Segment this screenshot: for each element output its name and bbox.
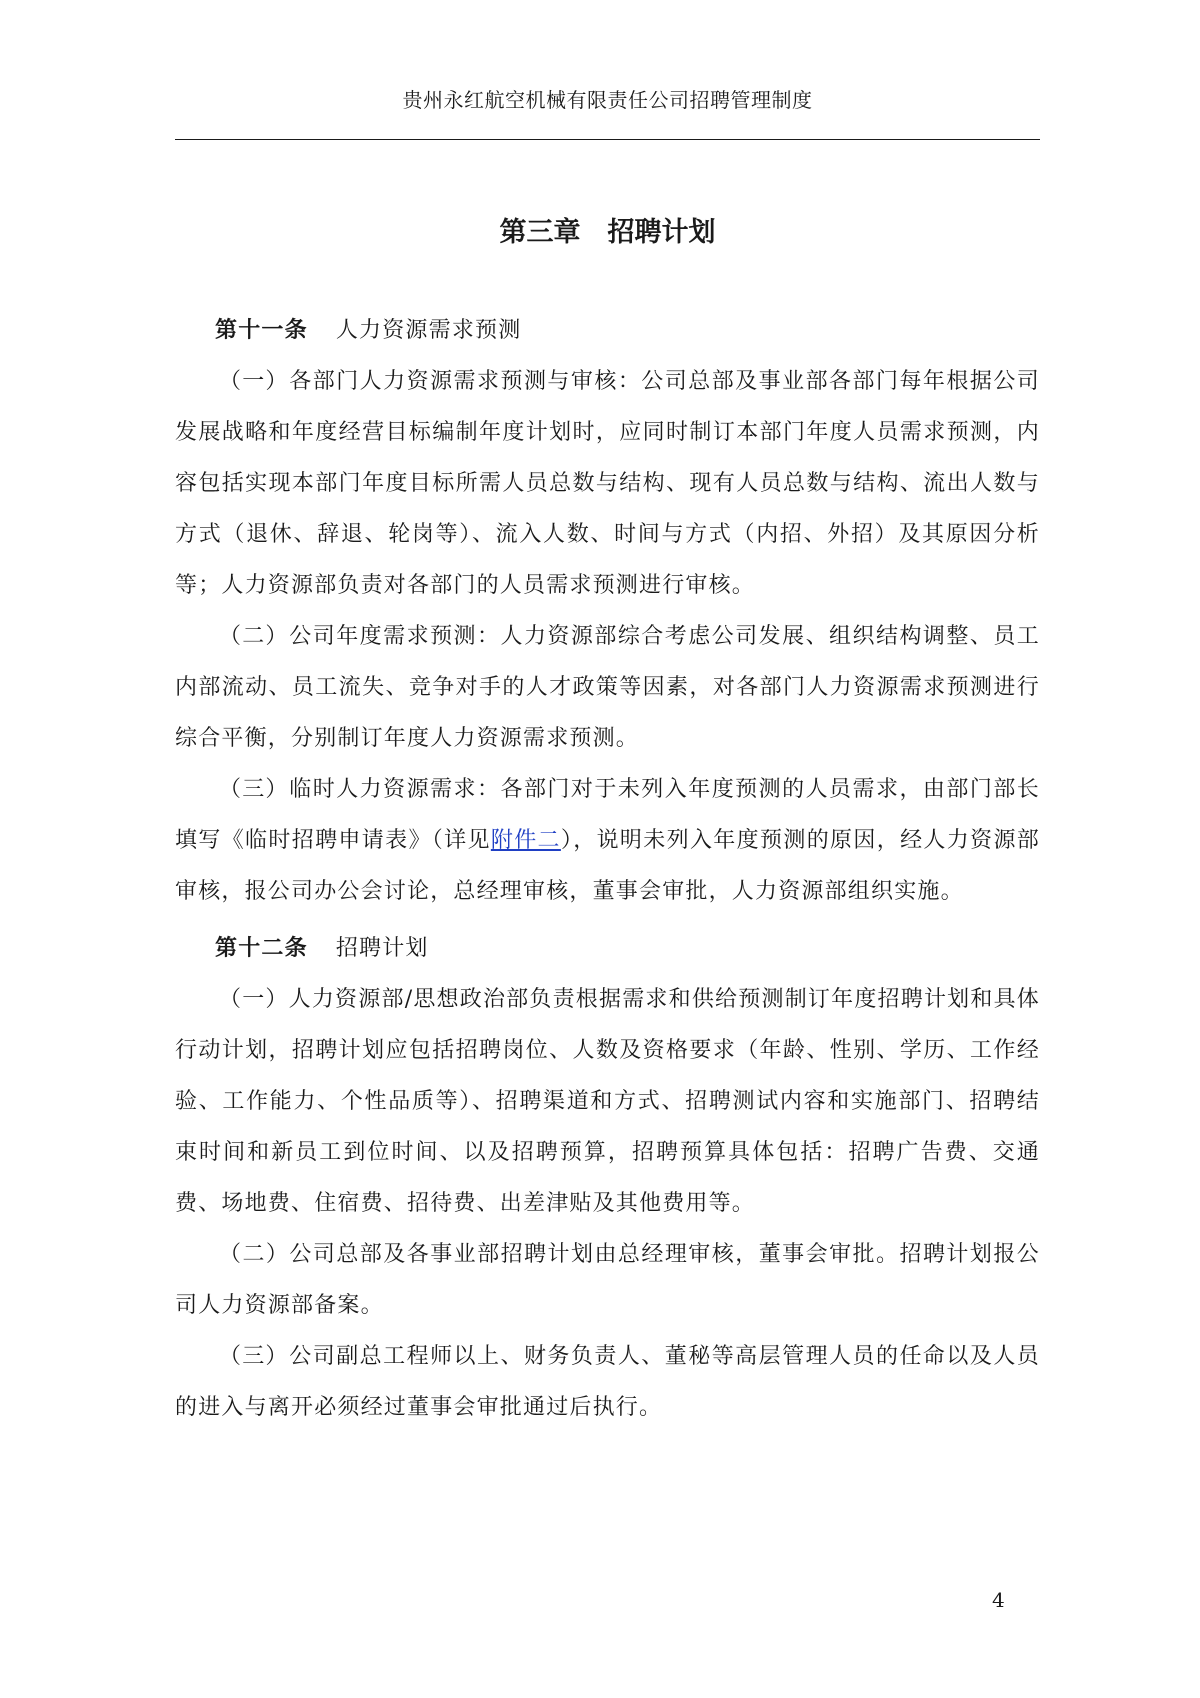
article-12-heading <box>175 923 1040 974</box>
running-header: 贵州永红航空机械有限责任公司招聘管理制度 <box>402 88 813 112</box>
item-text: 各部门人力资源需求预测与审核：公司总部及事业部各部门每年根据公司发展战略和年度经营目标编制年度计划时，应同时制订本部门年度人员需求预测，内容包括实现本部门年度目标所需人员总数与结构、现有人员总数与结构、流出人数与方式（退休、辞退、轮岗等）、流入人数、时间与方式（内招、外招）及其原因分析等；人力资源部负责对各部门的人员需求预测进行审核。 <box>175 369 1040 598</box>
article-12-number: 第十二条 <box>215 936 308 961</box>
article-12-title: 招聘计划 <box>335 936 429 961</box>
item-enum: （二） <box>219 624 289 649</box>
item-enum: （三） <box>219 777 289 802</box>
document-body <box>175 299 1040 1433</box>
item-text: 公司年度需求预测：人力资源部综合考虑公司发展、组织结构调整、员工内部流动、员工流失、竞争对手的人才政策等因素，对各部门人力资源需求预测进行综合平衡，分别制订年度人力资源需求预测。 <box>175 624 1040 751</box>
page-number: 4 <box>992 1588 1005 1612</box>
article-12-item-2 <box>175 1229 1040 1331</box>
item-text: 人力资源部/思想政治部负责根据需求和供给预测制订年度招聘计划和具体行动计划，招聘计划应包括招聘岗位、人数及资格要求（年龄、性别、学历、工作经验、工作能力、个性品质等）、招聘渠道和方式、招聘测试内容和实施部门、招聘结束时间和新员工到位时间、以及招聘预算，招聘预算具体包括：招聘广告费、交通费、场地费、住宿费、招待费、出差津贴及其他费用等。 <box>175 987 1040 1216</box>
item-text-after: ），说明未列入年度预测的原因，经人力资源部审核，报公司办公会讨论，总经理审核，董事会审批，人力资源部组织实施。 <box>175 828 1040 904</box>
item-text: 公司总部及各事业部招聘计划由总经理审核，董事会审批。招聘计划报公司人力资源部备案。 <box>175 1242 1041 1318</box>
article-12-item-1 <box>175 974 1040 1229</box>
article-11-title: 人力资源需求预测 <box>335 318 522 343</box>
article-11-number: 第十一条 <box>215 318 308 343</box>
item-enum: （一） <box>219 369 289 394</box>
item-enum: （三） <box>219 1344 289 1369</box>
article-12-item-3 <box>175 1331 1040 1433</box>
article-11-heading <box>175 305 1040 356</box>
item-text-before: 临时人力资源需求：各部门对于未列入年度预测的人员需求，由部门部长填写《临时招聘申请表》（详见 <box>175 777 1040 853</box>
item-enum: （二） <box>219 1242 290 1267</box>
article-11-item-1 <box>175 356 1040 611</box>
item-text: 公司副总工程师以上、财务负责人、董秘等高层管理人员的任命以及人员的进入与离开必须经过董事会审批通过后执行。 <box>175 1344 1040 1420</box>
chapter-title: 第三章 招聘计划 <box>499 217 716 248</box>
article-11-item-2 <box>175 611 1040 764</box>
header-divider <box>175 139 1040 140</box>
appendix-2-link[interactable]: 附件二 <box>490 828 561 853</box>
item-enum: （一） <box>219 987 289 1012</box>
article-11-item-3 <box>175 764 1040 917</box>
